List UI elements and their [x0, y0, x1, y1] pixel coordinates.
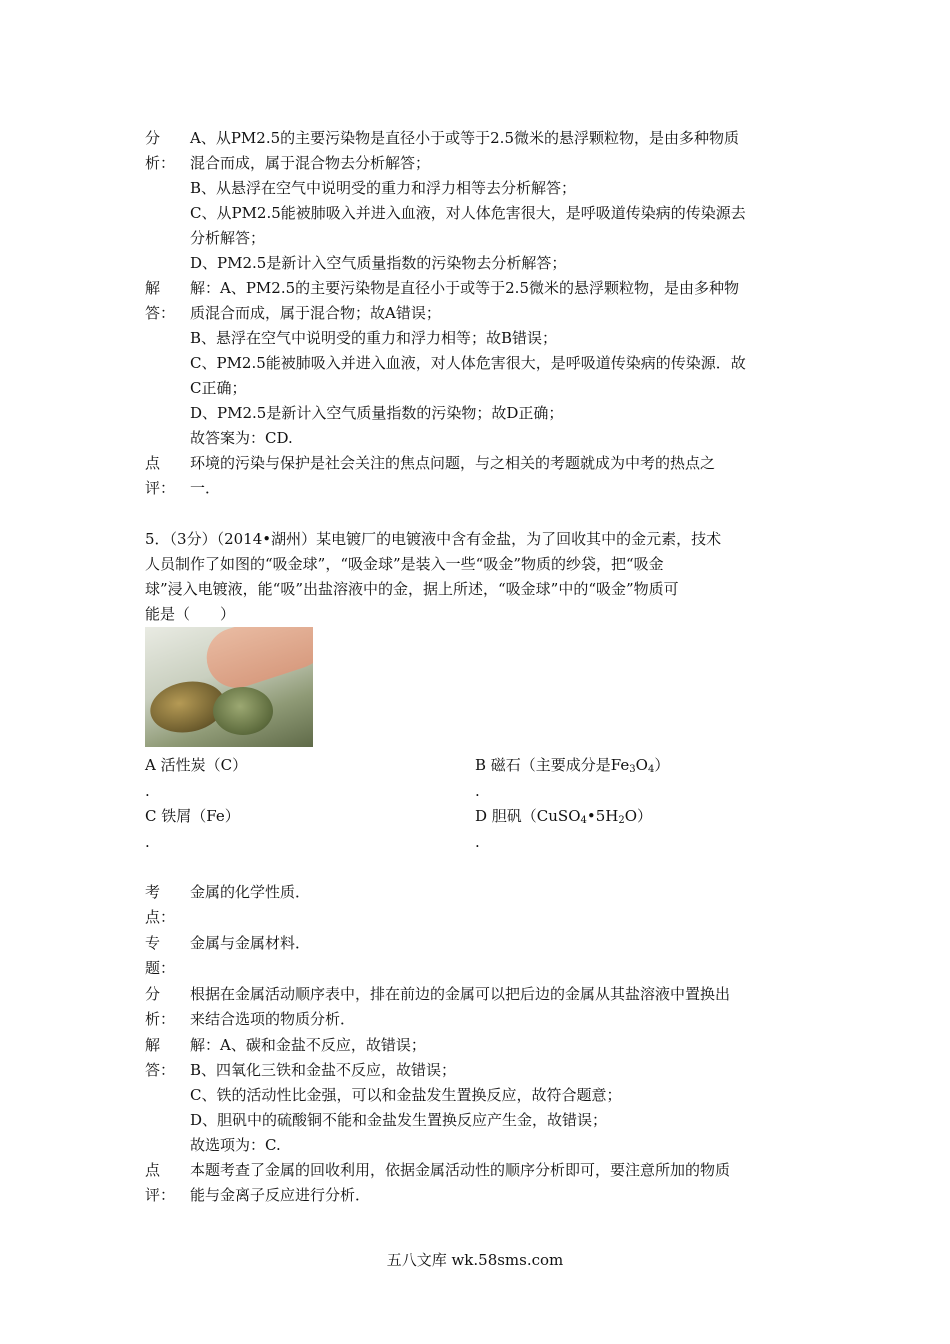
option-b-dot: .	[475, 782, 480, 800]
section-body: 根据在金属活动顺序表中，排在前边的金属可以把后边的金属从其盐溶液中置换出 来结合选项的物质分析．	[190, 985, 731, 1028]
section-label: 分 析：	[145, 129, 176, 172]
hand-shape	[199, 627, 313, 696]
gauze-ball-shape	[213, 687, 273, 735]
section-label: 解 答：	[145, 1036, 176, 1079]
q5-topic-section	[145, 931, 815, 981]
footer-watermark: 五八文库 wk.58sms.com	[386, 1251, 564, 1269]
option-c-dot: .	[145, 833, 150, 851]
section-label: 考 点：	[145, 883, 176, 926]
q5-analysis-section	[145, 982, 815, 1032]
section-label: 点 评：	[145, 454, 176, 497]
section-body: 金属与金属材料．	[190, 934, 311, 952]
section-label: 分 析：	[145, 985, 176, 1028]
prev-comment-section	[145, 451, 815, 501]
section-body: 环境的污染与保护是社会关注的焦点问题，与之相关的考题就成为中考的热点之 一．	[190, 454, 716, 497]
prev-answer-section	[145, 276, 815, 451]
section-label: 点 评：	[145, 1161, 176, 1204]
section-label: 专 题：	[145, 934, 176, 977]
question-5-stem: 5．（3分）（2014•湖州）某电镀厂的电镀液中含有金盐，为了回收其中的金元素，技术 人员制作了如图的“吸金球”，“吸金球”是装入一些“吸金”物质的纱袋，把“吸金 球”浸入电镀液，能“吸”出盐溶液中的金，据上所述，“吸金球”中的“吸金”物质可 能是（ ）	[145, 530, 722, 623]
section-body: 解：A、碳和金盐不反应，故错误； B、四氧化三铁和金盐不反应，故错误； C、铁的活动性比金强，可以和金盐发生置换反应，故符合题意； D、胆矾中的硫酸铜不能和金盐发生置换反应产生金，故错误； 故选项为：C.	[190, 1036, 622, 1154]
option-d: D 胆矾$(CuSO_4•5H_2O)$	[475, 807, 653, 826]
option-b: B 磁石（主要成分是$Fe_3O_4$）	[475, 756, 670, 775]
option-c: C 铁屑（Fe）	[145, 807, 240, 825]
section-body: 解：A、PM2.5的主要污染物是直径小于或等于2.5微米的悬浮颗粒物，是由多种物 质混合而成，属于混合物；故A错误； B、悬浮在空气中说明受的重力和浮力相等；故B错误； C、PM2.5能被肺吸入并进入血液，对人体危害很大，是呼吸道传染病的传染源．故 C正确； D、PM2.5是新计入空气质量指数的污染物；故D正确； 故答案为：CD.	[190, 279, 746, 447]
option-a-dot: .	[145, 782, 150, 800]
section-body: 本题考查了金属的回收利用，依据金属活动性的顺序分析即可，要注意所加的物质 能与金离子反应进行分析．	[190, 1161, 731, 1204]
option-a: A 活性炭（C）	[145, 756, 248, 774]
q5-answer-section	[145, 1033, 815, 1158]
gold-absorbing-ball-photo	[145, 627, 313, 747]
section-body: 金属的化学性质．	[190, 883, 311, 901]
section-label: 解 答：	[145, 279, 176, 322]
q5-comment-section	[145, 1158, 815, 1208]
prev-analysis-section	[145, 126, 815, 276]
section-body: A、从PM2.5的主要污染物是直径小于或等于2.5微米的悬浮颗粒物，是由多种物质 混合而成，属于混合物去分析解答； B、从悬浮在空气中说明受的重力和浮力相等去分析解答； C、从PM2.5能被肺吸入并进入血液，对人体危害很大，是呼吸道传染病的传染源去 分析解答； D、PM2.5是新计入空气质量指数的污染物去分析解答；	[190, 129, 746, 272]
option-d-dot: .	[475, 833, 480, 851]
q5-point-section	[145, 880, 815, 930]
